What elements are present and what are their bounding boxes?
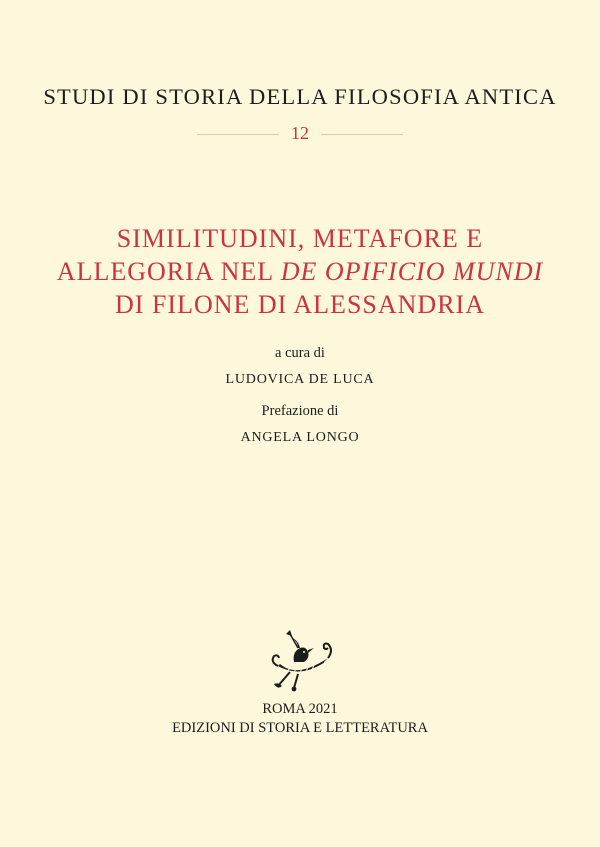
publisher-name: EDIZIONI DI STORIA E LETTERATURA [172, 720, 428, 736]
book-title-line-3: DI FILONE DI ALESSANDRIA [115, 290, 485, 319]
editor-name: LUDOVICA DE LUCA [225, 372, 375, 387]
series-title: STUDI DI STORIA DELLA FILOSOFIA ANTICA [43, 84, 557, 109]
book-title [0, 222, 600, 321]
book-title-italic: DE OPIFICIO MUNDI [280, 257, 544, 286]
imprint-place-year: ROMA 2021 [262, 701, 338, 717]
preface-author-name: ANGELA LONGO [240, 430, 360, 445]
preface-label: Prefazione di [261, 403, 339, 419]
series-rule-right [321, 134, 403, 135]
ship-with-bird-emblem-icon [268, 628, 336, 692]
book-title-line-2 [0, 255, 600, 288]
book-title-line-2-prefix: ALLEGORIA NEL [56, 257, 281, 286]
editor-label: a cura di [275, 345, 325, 361]
series-number: 12 [291, 123, 309, 143]
book-title-line-1: SIMILITUDINI, METAFORE E [116, 224, 484, 253]
